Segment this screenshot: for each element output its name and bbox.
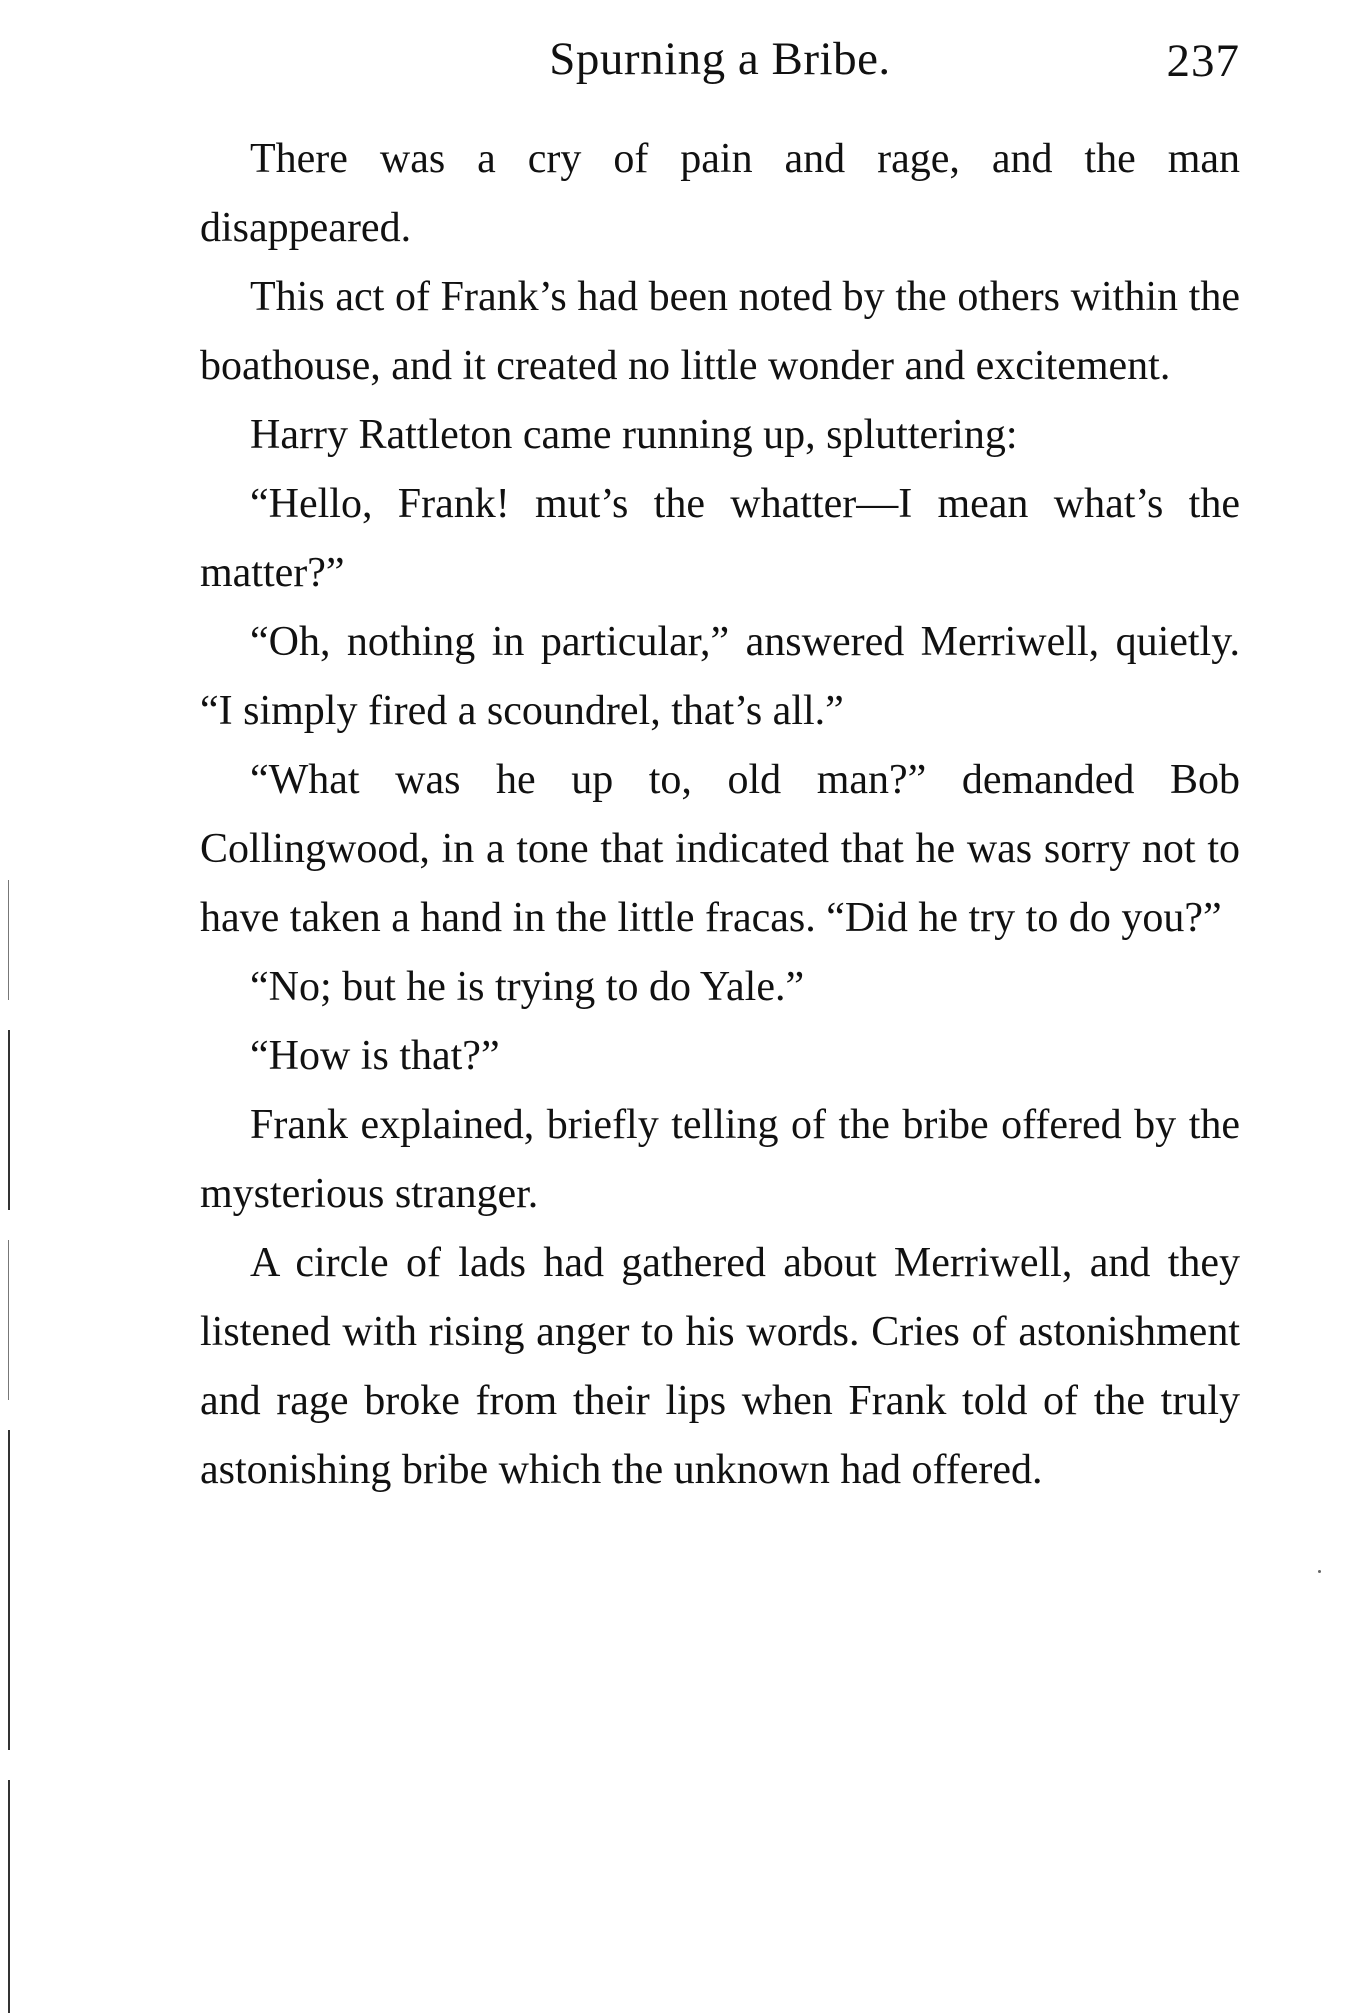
chapter-title: Spurning a Bribe. [549, 33, 891, 85]
paragraph: Frank explained, briefly telling of the bribe offered by the mysterious stranger. [200, 1102, 1240, 1217]
paragraph: “How is that?” [250, 1033, 500, 1079]
paragraph: A circle of lads had gathered about Merriwell, and they listened with rising anger to his words. Cries of astonishment and rage broke from their lips when Frank told of the truly astonishing bribe which the unknown had offered. [200, 1240, 1240, 1493]
paragraph: “No; but he is trying to do Yale.” [250, 964, 805, 1010]
paragraph: There was a cry of pain and rage, and the man disappeared. [200, 136, 1240, 251]
scan-gutter-line [8, 1030, 10, 1210]
scan-gutter-line [8, 880, 9, 1000]
body-text [200, 125, 1240, 1505]
paragraph: Harry Rattleton came running up, spluttering: [250, 412, 1018, 458]
paragraph: “Hello, Frank! mut’s the whatter—I mean what’s the matter?” [200, 481, 1240, 596]
scan-gutter-line [8, 1780, 10, 2013]
paragraph: “What was he up to, old man?” demanded Bob Collingwood, in a tone that indicated that he was sorry not to have taken a hand in the little fracas. “Did he try to do you?” [200, 757, 1240, 941]
paragraph: “Oh, nothing in particular,” answered Merriwell, quietly. “I simply fired a scoundrel, that’s all.” [200, 619, 1240, 734]
running-head [200, 24, 1240, 94]
page-number: 237 [1166, 35, 1240, 87]
scan-gutter-line [8, 1240, 9, 1400]
scan-speck [1318, 1570, 1321, 1573]
scan-gutter-line [8, 1430, 10, 1750]
paragraph: This act of Frank’s had been noted by the others within the boathouse, and it created no little wonder and excitement. [200, 274, 1240, 389]
